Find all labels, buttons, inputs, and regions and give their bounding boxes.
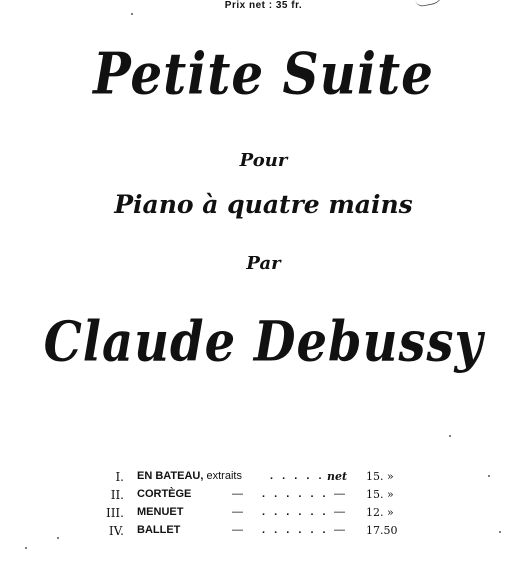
leader-dots: . . . . . .: [262, 506, 329, 518]
leader-dots: . . . . . .: [262, 524, 329, 536]
dash: —: [232, 488, 243, 500]
movement-number: II.: [110, 488, 124, 502]
movement-name: EN BATEAU, extraits: [137, 470, 242, 482]
paper-speck: [25, 547, 27, 549]
contents-row: [0, 524, 527, 542]
paper-speck: [449, 435, 451, 437]
movement-name: CORTÈGE: [137, 488, 192, 500]
movement-name: BALLET: [137, 524, 181, 536]
par-label: Par: [246, 253, 281, 274]
movement-number: I.: [115, 470, 124, 484]
dash: —: [334, 506, 345, 518]
price-note: Prix net : 35 fr.: [224, 0, 303, 11]
dash: —: [334, 524, 345, 536]
movement-price: 15. »: [366, 470, 394, 483]
paper-speck: [488, 475, 490, 477]
paper-speck: [499, 531, 501, 533]
movement-price: 12. »: [366, 506, 394, 519]
dash: —: [334, 488, 345, 500]
contents-row: [0, 470, 527, 488]
dash: —: [232, 506, 243, 518]
movement-price: 15. »: [366, 488, 394, 501]
movement-name: MENUET: [137, 506, 184, 518]
dash: —: [232, 524, 243, 536]
composer-name: Claude Debussy: [43, 309, 484, 375]
movement-price: 17.50: [366, 524, 398, 537]
paper-speck: [57, 537, 59, 539]
net-label: net: [327, 470, 348, 483]
paper-speck: [131, 13, 133, 15]
movement-extra: extraits: [206, 470, 242, 482]
leader-dots: . . . . .: [270, 470, 325, 482]
leader-dots: . . . . . .: [262, 488, 329, 500]
instrumentation: Piano à quatre mains: [114, 190, 413, 219]
movement-number: IV.: [108, 524, 124, 538]
contents-row: [0, 506, 527, 524]
main-title: Petite Suite: [93, 39, 434, 108]
pour-label: Pour: [239, 150, 288, 171]
contents-row: [0, 488, 527, 506]
movement-number: III.: [105, 506, 124, 520]
